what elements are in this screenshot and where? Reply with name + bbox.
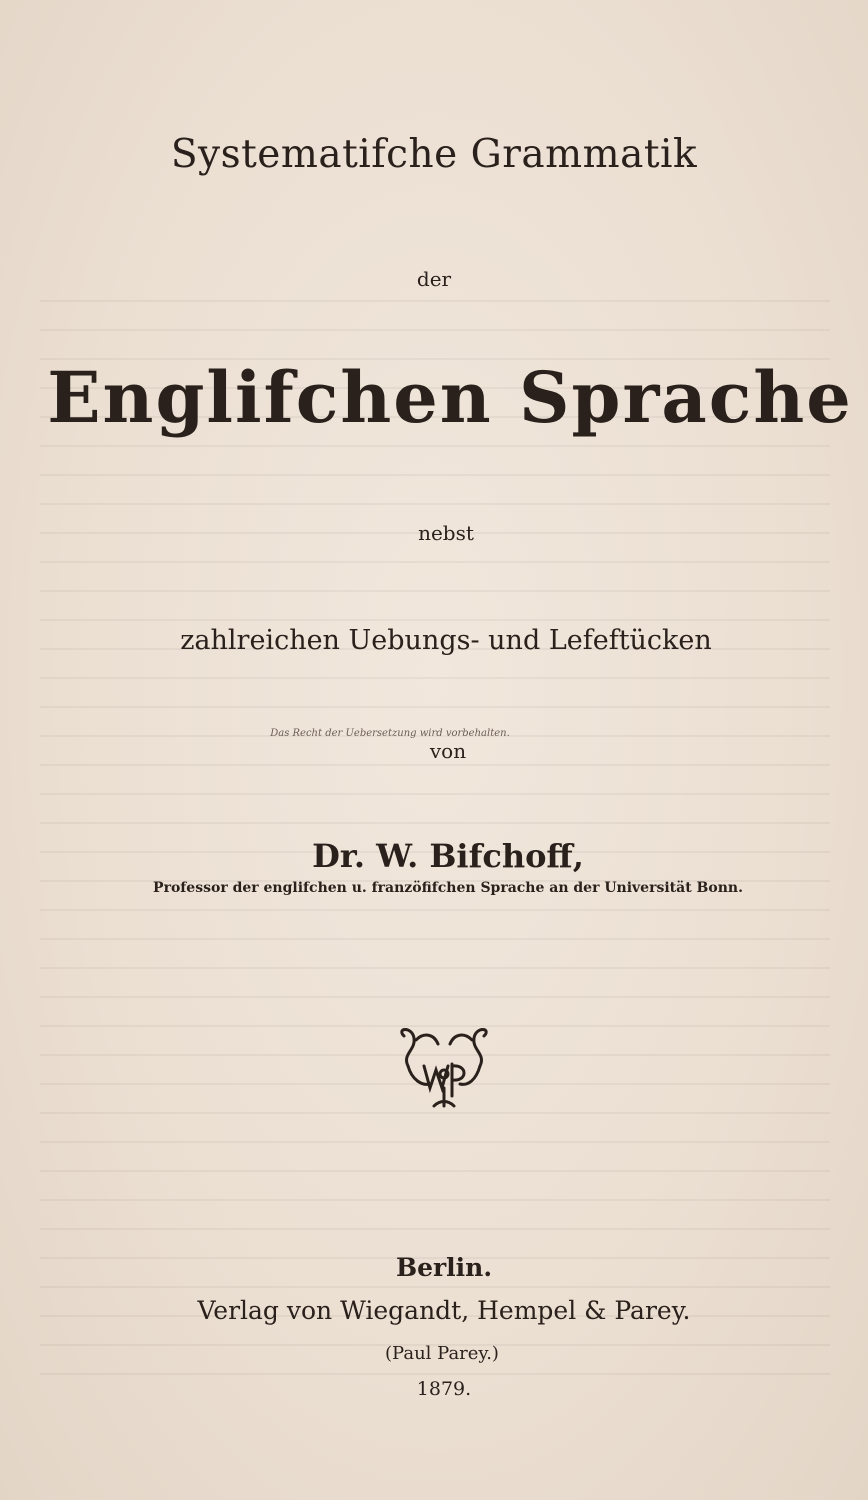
conjunction-nebst: nebst <box>418 521 474 545</box>
publisher-note: (Paul Parey.) <box>385 1343 499 1364</box>
publisher: Verlag von Wiegandt, Hempel & Parey. <box>197 1296 691 1325</box>
publication-year: 1879. <box>416 1378 472 1400</box>
publisher-monogram-icon <box>394 1026 494 1110</box>
main-title: Englifchen Sprache <box>47 356 853 439</box>
publication-city: Berlin. <box>395 1253 493 1282</box>
article-der: der <box>416 267 452 291</box>
subtitle: zahlreichen Uebungs- und Lefeftücken <box>180 625 712 656</box>
rights-stamp: Das Recht der Uebersetzung wird vorbehalten. <box>270 728 510 739</box>
author-affiliation: Professor der englifchen u. franzöfifchen Sprache an der Universität Bonn. <box>153 880 743 896</box>
preposition-von: von <box>429 739 467 763</box>
author-name: Dr. W. Bifchoff, <box>312 837 584 875</box>
title-line-1: Systematifche Grammatik <box>170 132 698 177</box>
